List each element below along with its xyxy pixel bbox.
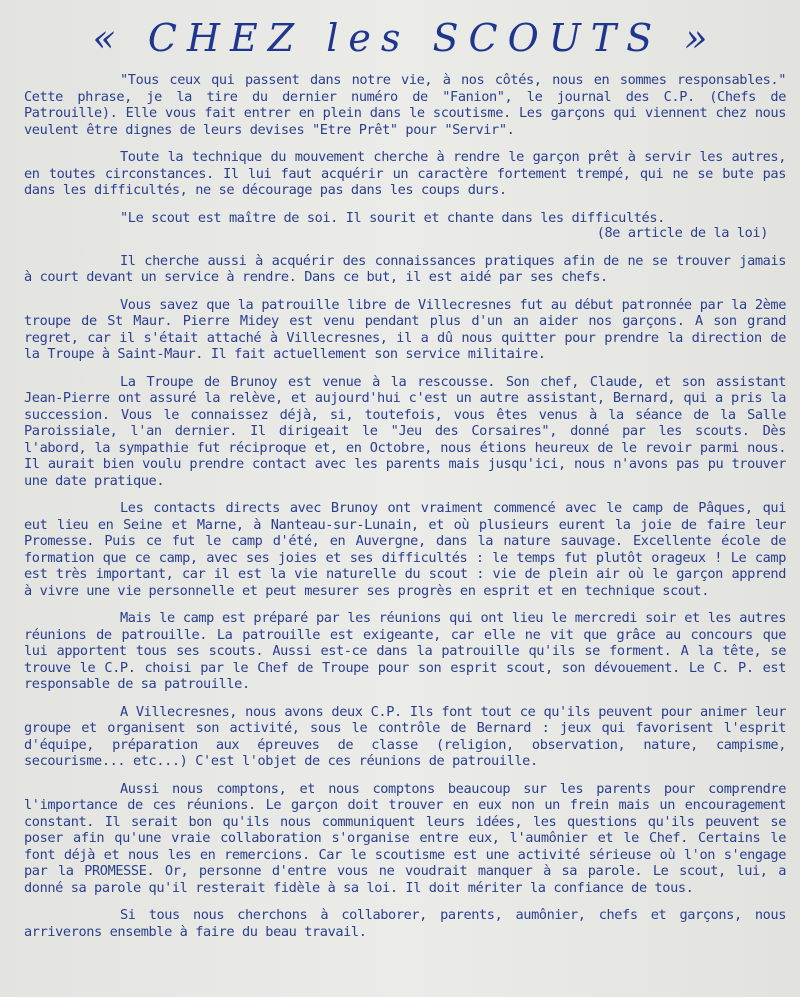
paragraph-camps: Les contacts directs avec Brunoy ont vraiment commencé avec le camp de Pâques, qui eut lieu en Seine et Marne, à Nanteau-sur-Lunain, et où plusieurs eurent la joie de faire leur Promesse. Puis ce fut le camp d'été, en Auvergne, dans la nature sauvage. Excellente école de formation que ce camp, avec ses joies et ses difficultés : le temps fut plutôt orageux ! Le camp est très important, car il est la vie naturelle du scout : vie de plein air où le garçon apprend à vivre une vie personnelle et peut mesurer ses progrès en esprit et en technique scout. [24, 500, 786, 599]
paragraph-knowledge: Il cherche aussi à acquérir des connaissances pratiques afin de ne se trouver jamais à court devant un service à rendre. Dans ce but, il est aidé par ses chefs. [24, 252, 786, 285]
paragraph-parents: Aussi nous comptons, et nous comptons beaucoup sur les parents pour comprendre l'importance de ces réunions. Le garçon doit trouver en eux non un frein mais un encouragement constant. Il serait bon qu'ils nous communiquent leurs idées, les questions qu'ils peuvent se poser afin qu'une vraie collaboration s'organise entre eux, l'aumônier et le Chef. Certains le font déjà et nous les en remercions. Car le scoutisme est une activité sérieuse où l'on s'engage par la PROMESSE. Or, personne d'entre vous ne voudrait manquer à sa parole. Le scout, lui, a donné sa parole qu'il resterait fidèle à sa loi. Il doit mériter la confiance de tous. [24, 780, 786, 896]
paragraph-scout-law-quote: "Le scout est maître de soi. Il sourit et chante dans les difficultés. [120, 209, 665, 226]
paragraph-patrol-meetings: Mais le camp est préparé par les réunions qui ont lieu le mercredi soir et les autres réunions de patrouille. La patrouille est exigeante, car elle ne vit que grâce au concours que lui apportent tous ses scouts. Aussi est-ce dans la patrouille qu'ils se forment. A la tête, se trouve le C.P. choisi par le Chef de Troupe pour son esprit scout, son dévouement. Le C. P. est responsable de sa patrouille. [24, 610, 786, 692]
law-article-reference: (8e article de la loi) [596, 225, 768, 241]
page-title: « CHEZ les SCOUTS » [92, 16, 718, 60]
paragraph-cp-activities: A Villecresnes, nous avons deux C.P. Ils font tout ce qu'ils peuvent pour animer leur groupe et organisent son activité, sous le contrôle de Bernard : jeux qui favorisent l'esprit d'équipe, préparation aux épreuves de classe (religion, observation, nature, campisme, secourisme... etc...) C'est l'objet de ces réunions de patrouille. [24, 703, 786, 769]
paragraph-technique: Toute la technique du mouvement cherche à rendre le garçon prêt à servir les autres, en toutes circonstances. Il lui faut acquérir un caractère fortement trempé, qui ne se bute pas dans les difficultés, ne se décourage pas dans les coups durs. [24, 149, 786, 198]
paragraph-villecresnes-history: Vous savez que la patrouille libre de Villecresnes fut au début patronnée par la 2ème troupe de St Maur. Pierre Midey est venu pendant plus d'un an aider nos garçons. A son grand regret, car il s'était attaché à Villecresnes, il a dû nous quitter pour prendre la direction de la Troupe à Saint-Maur. Il fait actuellement son service militaire. [24, 296, 786, 362]
paragraph-conclusion: Si tous nous cherchons à collaborer, parents, aumônier, chefs et garçons, nous arriverons ensemble à faire du beau travail. [24, 907, 786, 940]
paragraph-intro-quote: "Tous ceux qui passent dans notre vie, à nos côtés, nous en sommes responsables." Cette phrase, je la tire du dernier numéro de "Fanion", le journal des C.P. (Chefs de Patrouille). Elle vous fait entrer en plein dans le scoutisme. Les garçons qui viennent chez nous veulent être dignes de leurs devises "Etre Prêt" pour "Servir". [24, 72, 786, 138]
paragraph-brunoy-troop: La Troupe de Brunoy est venue à la rescousse. Son chef, Claude, et son assistant Jean-Pierre ont assuré la relève, et aujourd'hui c'est un autre assistant, Bernard, qui a pris la succession. Vous le connaissez déjà, si, toutefois, vous êtes venus à la séance de la Salle Paroissiale, l'an dernier. Il dirigeait le "Jeu des Corsaires", donné par les scouts. Dès l'abord, la sympathie fut réciproque et, en Octobre, nous étions heureux de le revoir parmi nous. Il aurait bien voulu prendre contact avec les parents mais jusqu'ici, nous n'avons pas pu trouver une date pratique. [24, 373, 786, 489]
